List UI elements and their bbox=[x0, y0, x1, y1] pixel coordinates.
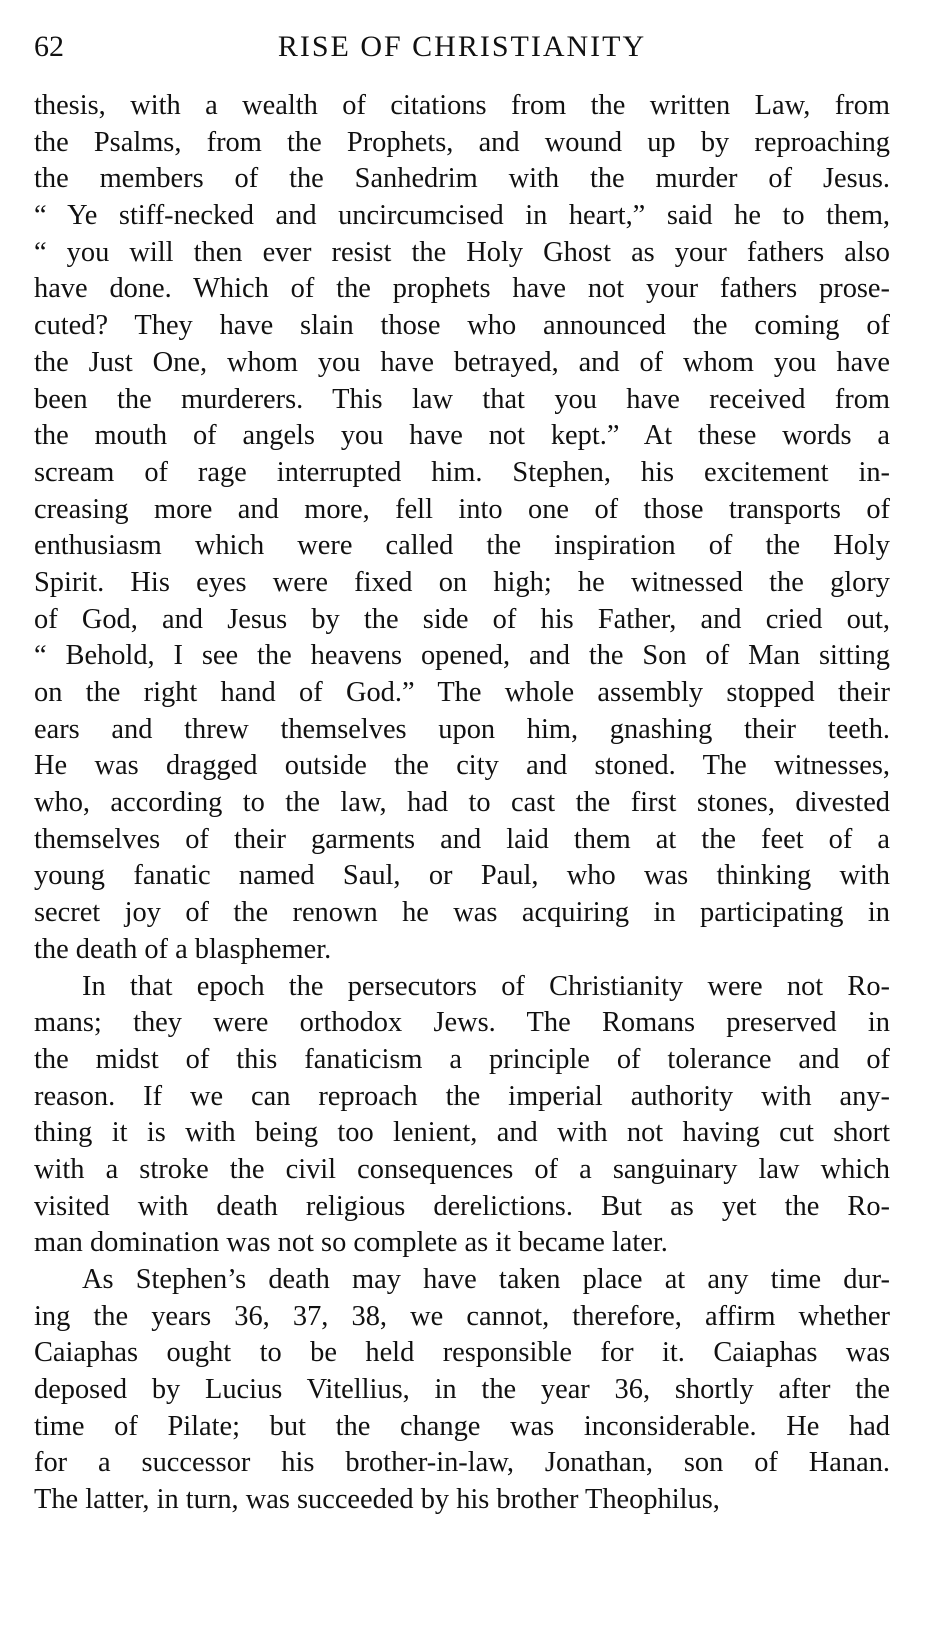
text-line: secret joy of the renown he was acquiring in participating in bbox=[34, 897, 890, 929]
text-line: creasing more and more, fell into one of those transports of bbox=[34, 493, 890, 525]
text-line: ears and threw themselves upon him, gnashing their teeth. bbox=[34, 713, 890, 745]
text-line: The latter, in turn, was succeeded by his brother Theophilus, bbox=[34, 1484, 720, 1516]
text-line: themselves of their garments and laid them at the feet of a bbox=[34, 823, 890, 855]
text-line: young fanatic named Saul, or Paul, who was thinking with bbox=[34, 860, 890, 892]
text-line: for a successor his brother-in-law, Jonathan, son of Hanan. bbox=[34, 1447, 890, 1479]
text-line: “ you will then ever resist the Holy Ghost as your fathers also bbox=[34, 236, 890, 268]
page-header bbox=[34, 26, 890, 76]
text-line: enthusiasm which were called the inspiration of the Holy bbox=[34, 530, 890, 562]
text-line: of God, and Jesus by the side of his Father, and cried out, bbox=[34, 603, 890, 635]
text-line: the death of a blasphemer. bbox=[34, 933, 332, 965]
page-number: 62 bbox=[34, 30, 64, 63]
text-line: reason. If we can reproach the imperial authority with any- bbox=[34, 1080, 890, 1112]
text-line: with a stroke the civil consequences of a sanguinary law which bbox=[34, 1153, 890, 1185]
text-line: man domination was not so complete as it became later. bbox=[34, 1227, 668, 1259]
text-line: been the murderers. This law that you have received from bbox=[34, 383, 890, 415]
text-line: the Just One, whom you have betrayed, and of whom you have bbox=[34, 346, 890, 378]
paragraph bbox=[34, 88, 890, 969]
text-line: ing the years 36, 37, 38, we cannot, therefore, affirm whether bbox=[34, 1300, 890, 1332]
paragraph bbox=[34, 969, 890, 1263]
text-line: thing it is with being too lenient, and with not having cut short bbox=[34, 1117, 890, 1149]
text-line: As Stephen’s death may have taken place at any time dur- bbox=[82, 1264, 890, 1295]
text-line: He was dragged outside the city and stoned. The witnesses, bbox=[34, 750, 890, 782]
text-line: on the right hand of God.” The whole assembly stopped their bbox=[34, 677, 890, 708]
body-text bbox=[34, 88, 890, 1519]
text-line: scream of rage interrupted him. Stephen, his excitement in- bbox=[34, 456, 890, 488]
text-line: the members of the Sanhedrim with the murder of Jesus. bbox=[34, 163, 890, 195]
text-line: have done. Which of the prophets have not your fathers prose- bbox=[34, 273, 890, 305]
text-line: time of Pilate; but the change was inconsiderable. He had bbox=[34, 1410, 890, 1442]
text-line: mans; they were orthodox Jews. The Romans preserved in bbox=[34, 1007, 890, 1039]
text-line: the midst of this fanaticism a principle of tolerance and of bbox=[34, 1043, 890, 1075]
text-line: the mouth of angels you have not kept.” At these words a bbox=[34, 420, 890, 452]
text-line: who, according to the law, had to cast the first stones, divested bbox=[34, 787, 890, 819]
text-line: deposed by Lucius Vitellius, in the year 36, shortly after the bbox=[34, 1374, 890, 1406]
text-line: In that epoch the persecutors of Christianity were not Ro- bbox=[82, 970, 890, 1002]
text-line: Caiaphas ought to be held responsible for it. Caiaphas was bbox=[34, 1337, 890, 1369]
text-line: “ Behold, I see the heavens opened, and the Son of Man sitting bbox=[34, 640, 890, 672]
text-line: cuted? They have slain those who announced the coming of bbox=[34, 310, 890, 342]
running-title: RISE OF CHRISTIANITY bbox=[277, 30, 647, 63]
text-line: “ Ye stiff-necked and uncircumcised in heart,” said he to them, bbox=[34, 200, 890, 232]
paragraph bbox=[34, 1262, 890, 1519]
text-line: the Psalms, from the Prophets, and wound up by reproaching bbox=[34, 126, 890, 158]
text-line: Spirit. His eyes were fixed on high; he witnessed the glory bbox=[34, 566, 890, 598]
text-line: visited with death religious derelictions. But as yet the Ro- bbox=[34, 1190, 890, 1222]
text-line: thesis, with a wealth of citations from the written Law, from bbox=[34, 90, 890, 121]
